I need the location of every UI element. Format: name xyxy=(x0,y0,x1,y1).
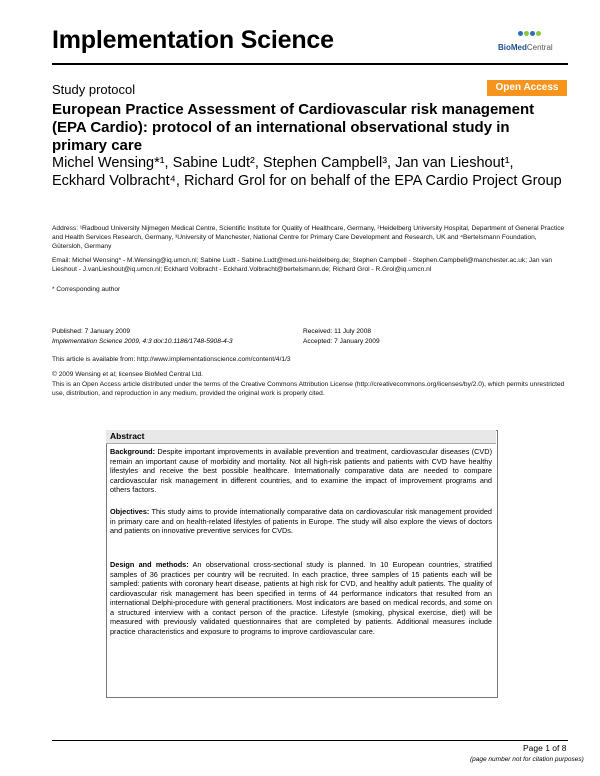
design-label: Design and methods: xyxy=(110,560,189,569)
article-title: European Practice Assessment of Cardiovascular risk management (EPA Cardio): protocol of an international observational study in primary care xyxy=(52,101,535,154)
logo-central: Central xyxy=(526,43,553,52)
objectives-label: Objectives: xyxy=(110,507,150,516)
header-rule xyxy=(52,63,568,65)
accepted-date: Accepted: 7 January 2009 xyxy=(303,338,380,345)
abstract-background xyxy=(110,447,492,495)
article-url[interactable]: This article is available from: http://www.implementationscience.com/content/4/1/3 xyxy=(52,356,291,363)
page-note: (page number not for citation purposes) xyxy=(470,756,584,763)
objectives-text: This study aims to provide internationally comparative data on cardiovascular risk management provided in primary care and on health-related lifestyles of patients in Europe. The study will also explore the views of doctors and patients on innovative preventive services for CVDs. xyxy=(110,507,492,535)
article-type: Study protocol xyxy=(52,82,136,97)
copyright: © 2009 Wensing et al; licensee BioMed Central Ltd. xyxy=(52,371,203,378)
logo-dots-icon xyxy=(518,23,542,41)
abstract-design xyxy=(110,560,492,636)
affiliations: Address: ¹Radboud University Nijmegen Medical Centre, Scientific Institute for Quality of Healthcare, Germany, ²Heidelberg University Hospital, Department of General Practice and Health Services Research, Germany, ³University of Manchester, National Centre for Primary Care Development and Research, UK and ⁴Bertelsmann Foundation, Gütersloh, Germany xyxy=(52,225,565,250)
background-label: Background: xyxy=(110,447,155,456)
author-list: Michel Wensing*¹, Sabine Ludt², Stephen Campbell³, Jan van Lieshout¹, Eckhard Volbracht⁴, Richard Grol for on behalf of the EPA Cardio Project Group xyxy=(52,155,562,189)
published-date: Published: 7 January 2009 xyxy=(52,328,131,335)
footer-rule xyxy=(52,740,568,741)
abstract-heading: Abstract xyxy=(106,430,496,444)
email-list: Email: Michel Wensing* - M.Wensing@iq.umcn.nl; Sabine Ludt - Sabine.Ludt@med.uni-heidelberg.de; Stephen Campbell - Stephen.Campbell@manchester.ac.uk; Jan van Lieshout - J.vanLieshout@iq.umcn.nl; Eckhard Volbracht - Eckhard.Volbracht@bertelsmann.de; Richard Grol - R.Grol@iq.umcn.nl xyxy=(52,257,552,273)
biomed-central-logo xyxy=(498,23,566,57)
corresponding-author: * Corresponding author xyxy=(52,286,121,293)
logo-bio: BioMed xyxy=(498,43,527,52)
received-date: Received: 11 July 2008 xyxy=(303,328,372,335)
journal-title: Implementation Science xyxy=(52,26,334,54)
citation: Implementation Science 2009, 4:3 doi:10.1186/1748-5908-4-3 xyxy=(52,338,233,345)
open-access-badge: Open Access xyxy=(487,80,567,96)
license-text: This is an Open Access article distributed under the terms of the Creative Commons Attribution License (http://creativecommons.org/licenses/by/2.0), which permits unrestricted use, distribution, and reproduction in any medium, provided the original work is properly cited. xyxy=(52,381,565,397)
dates-info xyxy=(303,327,380,347)
abstract-objectives xyxy=(110,507,492,536)
publication-info xyxy=(52,327,233,347)
page-number: Page 1 of 8 xyxy=(523,743,567,753)
background-text: Despite important improvements in available prevention and treatment, cardiovascular diseases (CVD) remain an important cause of morbidity and mortality. Not all high-risk patients and patients with CVD have healthy lifestyles and receive the best possible healthcare. Internationally comparative data are needed to compare cardiovascular risk management in different countries, and to examine the impact of improvement programs and others factors. xyxy=(110,447,493,494)
design-text: An observational cross-sectional study is planned. In 10 European countries, stratified samples of 36 practices per country will be recruited. In each practice, three samples of 15 patients each will be sampled: patients with coronary heart disease, patients at high risk for CVD, and healthy adult patients. The quality of cardiovascular risk management has been specified in terms of 44 performance indicators that resulted from an international Delphi-procedure with general practitioners. Most indicators are based on medical records, and some on a structured interview with a contact person of the practice. Lifestyle (smoking, physical exercise, diet) will be measured with previously validated questionnaires that are completed by patients. Additional measures include practice characteristics and exposure to programs to improve cardiovascular care. xyxy=(110,560,492,636)
